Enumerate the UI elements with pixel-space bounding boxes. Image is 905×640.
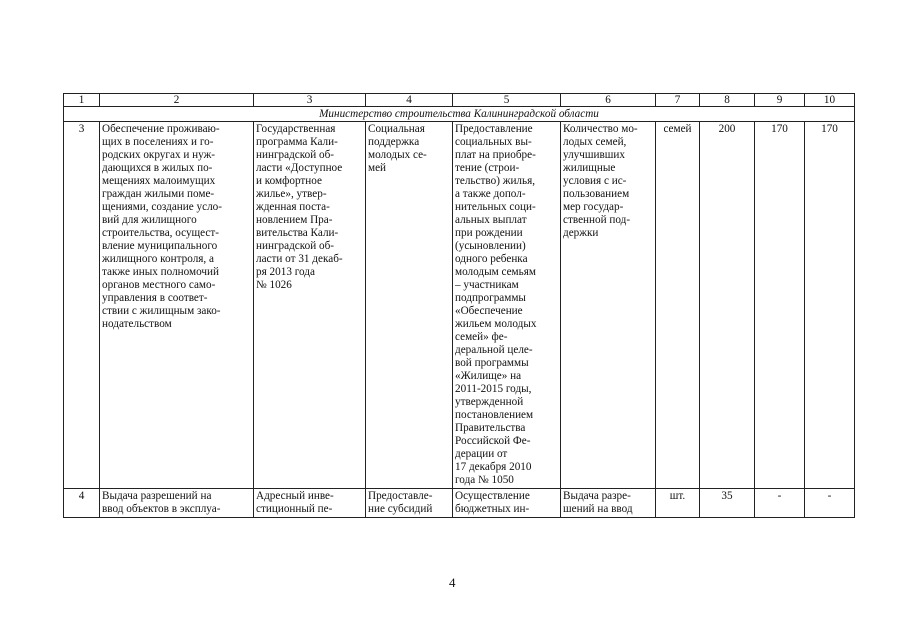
task-description: Обеспечение проживаю- щих в поселениях и го- родских округах и нуж- дающихся в жилых по- мещениях малоимущих граждан жилыми поме- щениями, создание усло- вий для жилищного строительства, осущест- вление муниципального жилищного контроля, а также иных полномочий органов местного само- управления в соответ- ствии с жилищным зако- нодательством xyxy=(100,122,254,489)
unit: шт. xyxy=(656,489,700,518)
ministry-title: Министерство строительства Калининградской области xyxy=(64,107,855,122)
value-col10: - xyxy=(805,489,855,518)
activity-description: Предоставление социальных вы- плат на приобре- тение (строи- тельство) жилья, а также допол- нительных соци- альных выплат при рождении (усыновлении) одного ребенка молодым семьям – участникам подпрограммы «Обеспечение жильем молодых семей» фе- деральной целе- вой программы «Жилище» на 2011-2015 годы, утвержденной постановлением Правительства Российской Фе- дерации от 17 декабря 2010 года № 1050 xyxy=(453,122,561,489)
header-cell: 9 xyxy=(755,94,805,107)
unit: семей xyxy=(656,122,700,489)
header-row xyxy=(64,94,855,107)
header-cell: 5 xyxy=(453,94,561,107)
header-cell: 10 xyxy=(805,94,855,107)
header-cell: 3 xyxy=(254,94,366,107)
program-name: Государственная программа Кали- нинградской об- ласти «Доступное и комфортное жилье», утвер- жденная поста- новлением Пра- вительства Кали- нинградской об- ласти от 31 декаб- ря 2013 года № 1026 xyxy=(254,122,366,489)
value-col8: 200 xyxy=(700,122,755,489)
value-col8: 35 xyxy=(700,489,755,518)
program-name: Адресный инве- стиционный пе- xyxy=(254,489,366,518)
activity-description: Осуществление бюджетных ин- xyxy=(453,489,561,518)
table-row xyxy=(64,122,855,489)
task-description: Выдача разрешений на ввод объектов в эксплуа- xyxy=(100,489,254,518)
header-cell: 6 xyxy=(561,94,656,107)
program-measure: Предоставле- ние субсидий xyxy=(366,489,453,518)
program-measure: Социальная поддержка молодых се- мей xyxy=(366,122,453,489)
value-col10: 170 xyxy=(805,122,855,489)
indicator-name: Выдача разре- шений на ввод xyxy=(561,489,656,518)
header-cell: 1 xyxy=(64,94,100,107)
header-cell: 2 xyxy=(100,94,254,107)
header-cell: 8 xyxy=(700,94,755,107)
program-table xyxy=(63,93,855,518)
row-number: 4 xyxy=(64,489,100,518)
table-row xyxy=(64,489,855,518)
value-col9: 170 xyxy=(755,122,805,489)
value-col9: - xyxy=(755,489,805,518)
page-number: 4 xyxy=(449,575,456,590)
header-cell: 7 xyxy=(656,94,700,107)
indicator-name: Количество мо- лодых семей, улучшивших жилищные условия с ис- пользованием мер государ- ственной под- держки xyxy=(561,122,656,489)
header-cell: 4 xyxy=(366,94,453,107)
ministry-row xyxy=(64,107,855,122)
row-number: 3 xyxy=(64,122,100,489)
